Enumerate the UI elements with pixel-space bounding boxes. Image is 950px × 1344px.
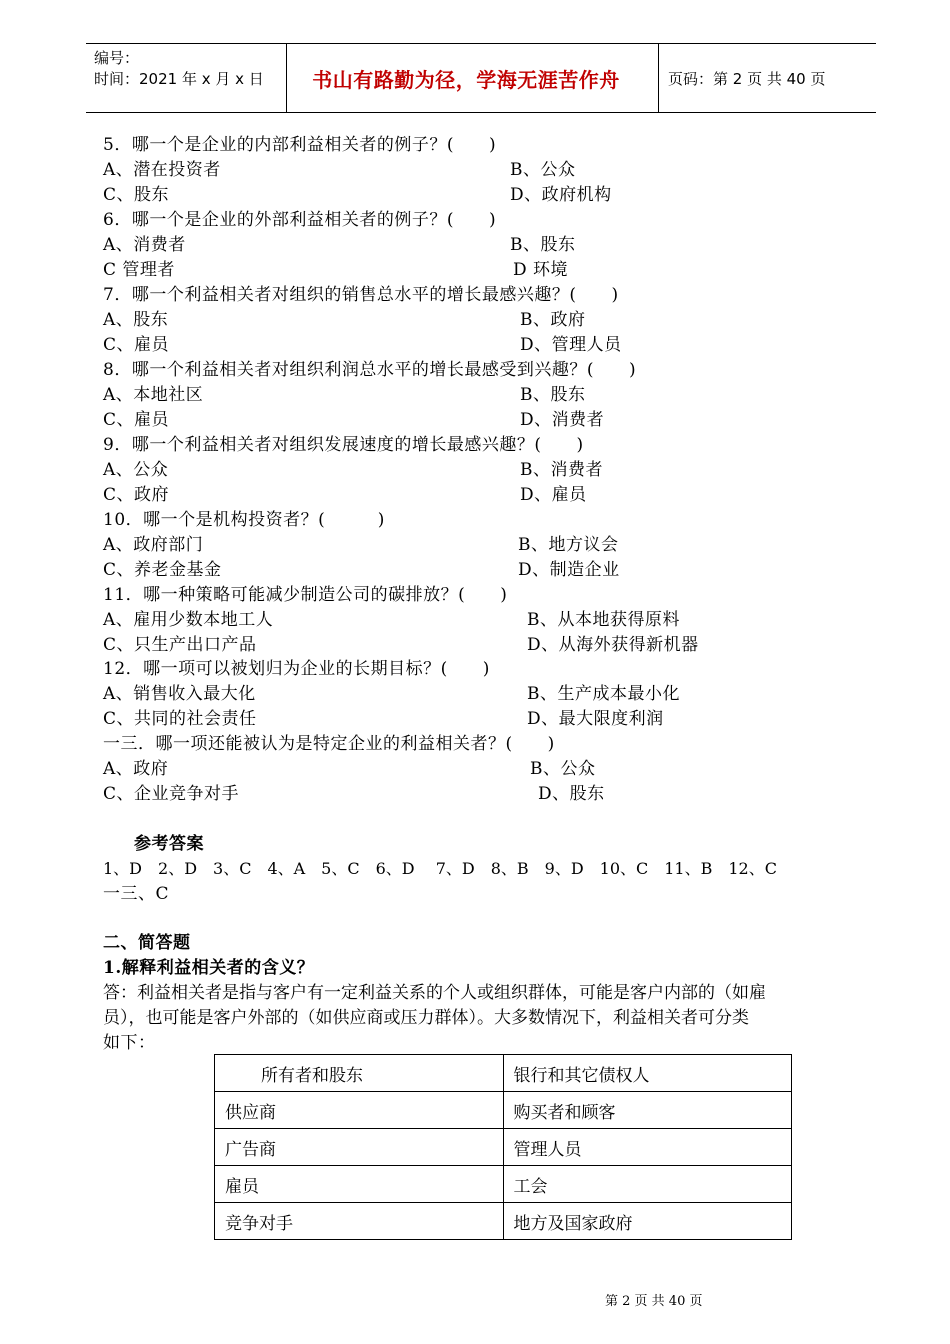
table-cell: 工会 (503, 1166, 792, 1203)
option-b: B、从本地获得原料 (527, 610, 680, 630)
option-c: C、养老金基金 (103, 560, 222, 580)
question-text: 8．哪一个利益相关者对组织利润总水平的增长最感受到兴趣？( ) (103, 360, 637, 380)
option-c: C、雇员 (103, 410, 170, 430)
option-b: B、政府 (520, 310, 586, 330)
table-row (215, 1129, 792, 1166)
table-cell: 雇员 (215, 1166, 504, 1203)
option-d: D、消费者 (520, 410, 605, 430)
section-title: 二、简答题 (103, 933, 191, 953)
option-b: B、地方议会 (518, 535, 619, 555)
answers-line: 一三、C (103, 884, 170, 904)
option-a: A、本地社区 (103, 385, 204, 405)
table-row (215, 1203, 792, 1240)
option-b: B、公众 (530, 759, 596, 779)
short-question: 1.解释利益相关者的含义？ (103, 958, 315, 978)
option-c: C 管理者 (103, 260, 175, 280)
question-text: 6．哪一个是企业的外部利益相关者的例子？( ) (103, 210, 497, 230)
option-c: C、只生产出口产品 (103, 635, 257, 655)
table-cell: 所有者和股东 (215, 1055, 504, 1092)
option-c: C、雇员 (103, 335, 170, 355)
option-a: A、政府 (103, 759, 169, 779)
number-label: 编号： (94, 49, 140, 67)
option-b: B、生产成本最小化 (527, 684, 680, 704)
option-c: C、共同的社会责任 (103, 709, 257, 729)
header-meta (94, 48, 264, 90)
answers-line: 1、D 2、D 3、C 4、A 5、C 6、D 7、D 8、B 9、D 10、C 11、B 12、C (103, 859, 777, 878)
table-cell: 银行和其它债权人 (503, 1055, 792, 1092)
option-d: D、管理人员 (520, 335, 622, 355)
table-row (215, 1055, 792, 1092)
option-c: C、股东 (103, 185, 170, 205)
header-divider (658, 44, 659, 112)
option-c: C、政府 (103, 485, 170, 505)
option-a: A、潜在投资者 (103, 160, 221, 180)
answer-text: 答：利益相关者是指与客户有一定利益关系的个人或组织群体，可能是客户内部的（如雇 (103, 983, 766, 1003)
option-a: A、股东 (103, 310, 169, 330)
option-b: B、股东 (510, 235, 576, 255)
question-text: 12．哪一项可以被划归为企业的长期目标？( ) (103, 659, 490, 679)
answer-text: 员），也可能是客户外部的（如供应商或压力群体）。大多数情况下，利益相关者可分类 (103, 1008, 749, 1028)
question-text: 9．哪一个利益相关者对组织发展速度的增长最感兴趣？( ) (103, 435, 584, 455)
question-text: 一三．哪一项还能被认为是特定企业的利益相关者？( ) (103, 734, 555, 754)
table-cell: 广告商 (215, 1129, 504, 1166)
time-label: 时间：2021 年 x 月 x 日 (94, 70, 264, 88)
option-a: A、消费者 (103, 235, 186, 255)
table-cell: 购买者和顾客 (503, 1092, 792, 1129)
option-d: D、股东 (538, 784, 605, 804)
option-d: D、从海外获得新机器 (527, 635, 699, 655)
option-a: A、雇用少数本地工人 (103, 610, 274, 630)
question-text: 7．哪一个利益相关者对组织的销售总水平的增长最感兴趣？( ) (103, 285, 619, 305)
option-a: A、销售收入最大化 (103, 684, 256, 704)
question-text: 11．哪一种策略可能减少制造公司的碳排放？( ) (103, 585, 508, 605)
option-d: D、制造企业 (518, 560, 620, 580)
option-b: B、消费者 (520, 460, 603, 480)
option-a: A、公众 (103, 460, 169, 480)
option-d: D、政府机构 (510, 185, 612, 205)
table-cell: 地方及国家政府 (503, 1203, 792, 1240)
table-cell: 竞争对手 (215, 1203, 504, 1240)
header-page-label: 页码：第 2 页 共 40 页 (668, 70, 826, 88)
stakeholder-table (214, 1054, 792, 1240)
option-b: B、公众 (510, 160, 576, 180)
header-motto: 书山有路勤为径，学海无涯苦作舟 (312, 68, 620, 92)
option-d: D、雇员 (520, 485, 587, 505)
option-a: A、政府部门 (103, 535, 204, 555)
table-cell: 管理人员 (503, 1129, 792, 1166)
table-row (215, 1092, 792, 1129)
option-d: D 环境 (513, 260, 569, 280)
answers-title: 参考答案 (134, 834, 204, 854)
option-c: C、企业竞争对手 (103, 784, 240, 804)
question-text: 10．哪一个是机构投资者？( ) (103, 510, 385, 530)
page-header (86, 43, 876, 113)
question-text: 5．哪一个是企业的内部利益相关者的例子？( ) (103, 135, 497, 155)
page-footer: 第 2 页 共 40 页 (605, 1294, 703, 1309)
answer-text: 如下： (103, 1033, 156, 1053)
option-b: B、股东 (520, 385, 586, 405)
table-row (215, 1166, 792, 1203)
table-cell: 供应商 (215, 1092, 504, 1129)
option-d: D、最大限度利润 (527, 709, 664, 729)
